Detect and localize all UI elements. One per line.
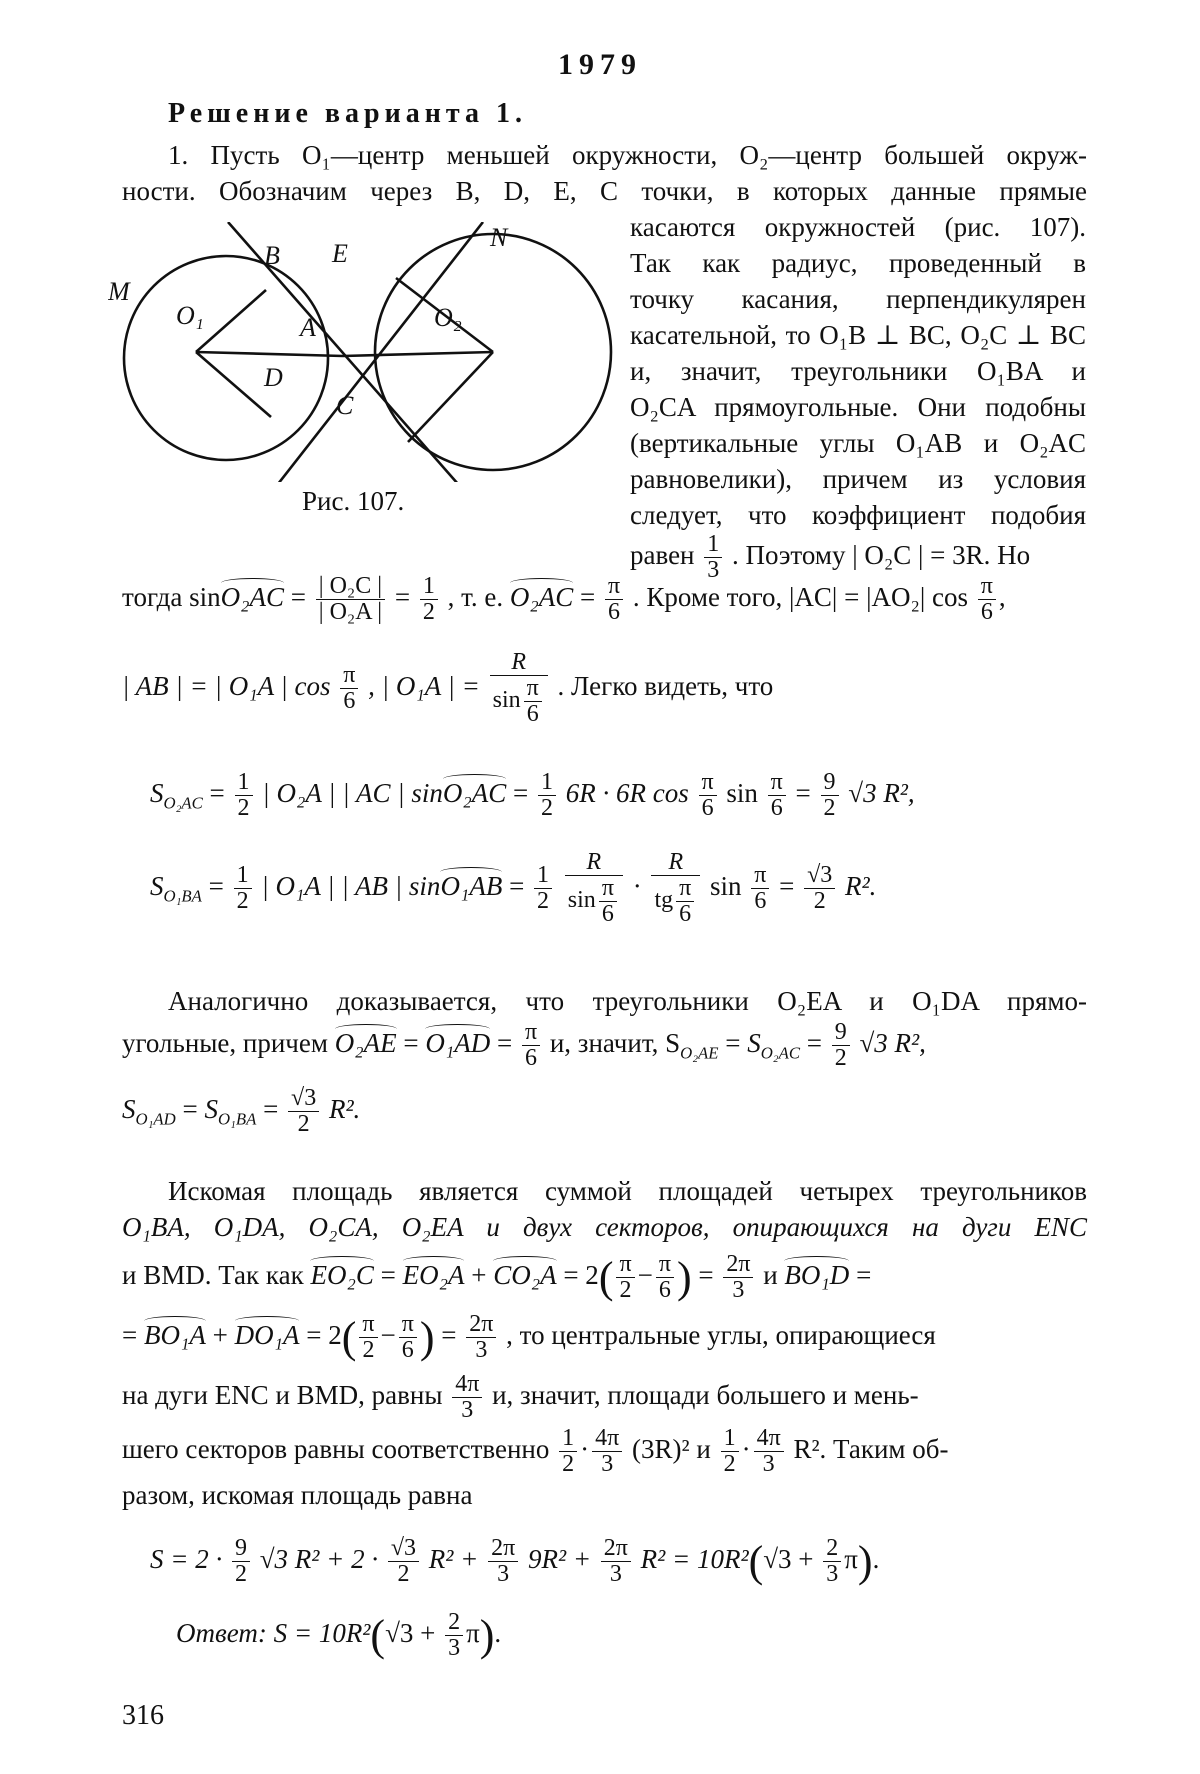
segment-a-o2: [343, 352, 493, 356]
eq-line-ab: | AB | = | O₁A | cos $\frac{\pi}{6}$ , | O₁A | = R sin $\frac{\pi}{6}$ . Легко видеть, что: [122, 649, 774, 728]
year-header: 1979: [558, 48, 642, 81]
label-n: N: [490, 223, 508, 252]
label-b: B: [264, 241, 280, 270]
segment-o2-c: [408, 352, 493, 442]
answer-line: Ответ: S = 10R²(√3 + $\frac{2}{3}$ π).: [176, 1609, 502, 1662]
side-line-9: следует, что коэффициент подобия: [630, 500, 1086, 530]
para-line-5: на дуги ENC и BMD, равны $\frac{4\pi}{3}$ и, значит, площади большего и мень-: [122, 1371, 919, 1424]
para-line-6: шего секторов равны соответственно $\frac{1}{2}$ · $\frac{4\pi}{3}$ (3R)² и $\frac{1}{2}$ · $\frac{4\pi}{3}$ R². Таким об-: [122, 1425, 949, 1478]
figure-caption: Рис. 107.: [302, 486, 405, 516]
side-line-4: касательной, то O₁B ⊥ BC, O₂C ⊥ BC: [630, 320, 1086, 350]
segment-o1-b: [196, 290, 266, 352]
label-d: D: [264, 363, 283, 392]
para-line-3: и BMD. Так как EO₂C = EO₂A + CO₂A = 2( $\frac{\pi}{2}$ − $\frac{\pi}{6}$ ) = $\frac{2\pi}{3}$ и BO₁D =: [122, 1251, 872, 1304]
label-o1: O₁: [176, 301, 204, 330]
final-formula: S = 2 · $\frac{9}{2}$ √3 R² + 2 · $\frac{√3}{2}$ R² + $\frac{2\pi}{3}$ 9R² + $\frac{2\pi}{3}$ R² = 10R²(√3 + $\frac{2}{3}$ π).: [150, 1535, 880, 1588]
formula-s-o1ba: $S_{O_1BA}$ = $\frac{1}{2}$ | O₁A | | AB | sinO₁AB = $\frac{1}{2}$ R sin $\frac{\pi}{6}$ · R tg $\frac{\pi}{6}$ sin $\frac{\pi}{6}$ = $\frac{√3}{2}$ R².: [150, 849, 877, 928]
analog-line-2: угольные, причем O₂AE = O₁AD = $\frac{\pi}{6}$ и, значит, $S_{O_2AE} = S_{O_2AC}$ = $\frac{9}{2}$ √3 R²,: [122, 1019, 926, 1072]
section-heading: Решение варианта 1.: [168, 98, 527, 129]
intro-line-2: ности. Обозначим через B, D, E, C точки, в которых данные прямые: [122, 176, 1087, 206]
para-line-2: O₁BA, O₁DA, O₂CA, O₂EA и двух секторов, опирающихся на дуги ENC: [122, 1212, 1087, 1242]
side-line-1: касаются окружностей (рис. 107).: [630, 212, 1086, 242]
formula-s-o2ac: $S_{O_2AC}$ = $\frac{1}{2}$ | O₂A | | AC | sinO₂AC = $\frac{1}{2}$ 6R · 6R cos $\frac{\pi}{6}$ sin $\frac{\pi}{6}$ = $\frac{9}{2}$ √3 R²,: [150, 769, 915, 822]
analog-line-3: $S_{O_1AD} = S_{O_1BA}$ = $\frac{√3}{2}$ R².: [122, 1085, 361, 1138]
label-c: C: [336, 391, 354, 420]
label-m: M: [108, 277, 130, 306]
segment-o1-a: [196, 352, 343, 356]
side-line-8: равновелики), причем из условия: [630, 464, 1086, 494]
side-line-3: точку касания, перпендикулярен: [630, 284, 1086, 314]
label-o2: O₂: [434, 303, 462, 332]
analog-line-1: Аналогично доказывается, что треугольники O₂EA и O₁DA прямо-: [168, 986, 1087, 1016]
page-number: 316: [122, 1700, 164, 1731]
para-line-7: разом, искомая площадь равна: [122, 1480, 473, 1510]
side-line-2: Так как радиус, проведенный в: [630, 248, 1086, 278]
side-line-10: равен $\frac{1}{3}$ . Поэтому | O₂C | = 3R. Но: [630, 531, 1031, 584]
side-line-6: O₂CA прямоугольные. Они подобны: [630, 392, 1086, 422]
label-e: E: [332, 239, 348, 268]
para-line-4: = BO₁A + DO₁A = 2( $\frac{\pi}{2}$ − $\frac{\pi}{6}$ ) = $\frac{2\pi}{3}$ , то центральные углы, опирающиеся: [122, 1311, 936, 1364]
label-a: A: [300, 313, 316, 342]
intro-line-1: 1. Пусть O₁—центр меньшей окружности, O₂—центр большей окруж-: [168, 140, 1087, 170]
side-line-5: и, значит, треугольники O₁BA и: [630, 356, 1086, 386]
para-line-1: Искомая площадь является суммой площадей четырех треугольников: [168, 1176, 1087, 1206]
segment-o1-d: [196, 352, 271, 417]
small-circle: [124, 256, 328, 460]
eq-line-togda: тогда sinO₂AC = $\frac{\text{| O₂C |}}{\text{| O₂A |}}$ = $\frac{1}{2}$ , т. е. O₂AC = $\frac{\pi}{6}$ . Кроме того, |AC| = |AO₂| cos $\frac{\pi}{6}$ ,: [122, 573, 1006, 626]
side-line-7: (вертикальные углы O₁AB и O₂AC: [630, 428, 1086, 458]
figure-107: [108, 222, 668, 482]
